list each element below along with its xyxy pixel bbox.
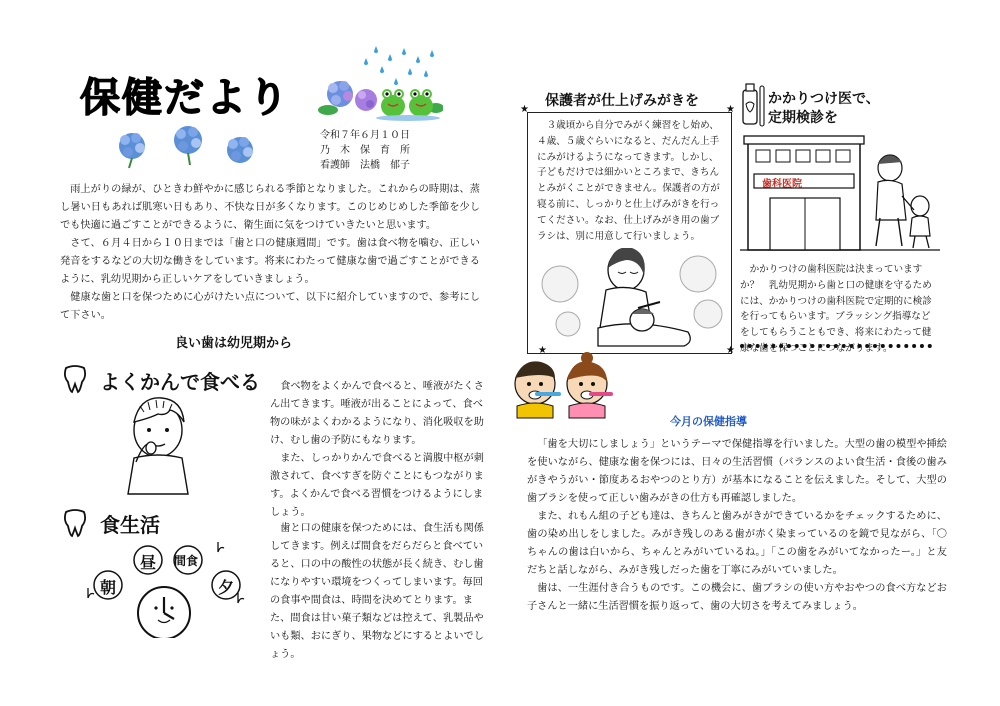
dental-clinic-illustration — [740, 134, 940, 256]
clock-label-snack: 間食 — [174, 554, 199, 568]
dotted-divider — [740, 344, 932, 348]
hydrangea-frogs-illustration — [318, 44, 443, 122]
guidance-paragraph: 「歯を大切にしましょう」というテーマで保健指導を行いました。大型の歯の模型や挿絵を使いながら、健康な歯を保つには、日々の生活習慣（バランスのよい食生活・食後の歯みがきやうがい・節度あるおやつのとり方）が基本になることを伝えました。そして、大型の歯ブラシを使って正しい歯みがきの仕方も再確認しました。 — [527, 439, 947, 504]
hydrangea-flowers-decoration — [112, 120, 262, 172]
issue-date: 令和７年６月１０日 — [320, 130, 410, 141]
tooth-icon — [62, 364, 88, 394]
chew-well-heading: よくかんで食べる — [100, 370, 260, 394]
tooth-icon — [62, 508, 88, 538]
chew-paragraph: 食べ物をよくかんで食べると、唾液がたくさん出てきます。唾液が出ることによって、食べ物の味がよくわかるようになり、消化吸収を助け、むし歯の予防にもなります。 — [270, 381, 484, 446]
clock-label-evening: 夕 — [218, 578, 235, 597]
guidance-heading: 今月の保健指導 — [670, 415, 747, 428]
guidance-text — [527, 436, 947, 616]
author-name: 看護師 法橋 郁子 — [320, 160, 410, 171]
chew-paragraph: また、しっかりかんで食べると満腹中枢が刺激されて、食べすぎを防ぐことにもつながります。よくかんで食べる習慣をつけるようにしましょう。 — [270, 453, 484, 518]
children-brushing-illustration — [505, 350, 620, 420]
star-decoration: ★ — [538, 345, 547, 356]
star-decoration: ★ — [726, 104, 735, 115]
good-teeth-heading: 良い歯は幼児期から — [175, 336, 293, 351]
school-name: 乃 木 保 育 所 — [320, 145, 410, 156]
clinic-sign: 歯科医院 — [762, 179, 802, 190]
clock-label-noon: 昼 — [140, 553, 157, 572]
diet-heading: 食生活 — [100, 513, 160, 537]
boy-chewing-illustration — [118, 392, 198, 496]
toothbrush-toothpaste-icon — [740, 82, 766, 130]
family-dentist-heading — [768, 90, 880, 128]
intro-paragraph: 雨上がりの緑が、ひときわ鮮やかに感じられる季節となりました。これからの時期は、蒸し暑い日もあれば肌寒い日もあり、不快な日が多くなります。このじめじめした季節を少しでも快適に過ごすことができるように、衛生面に気をつけていきたいと思います。 — [60, 184, 480, 231]
family-dentist-heading-line2: 定期検診を — [768, 110, 838, 126]
issue-info — [320, 128, 410, 173]
chew-well-text — [270, 378, 490, 522]
parent-brushing-heading: 保護者が仕上げみがきを — [545, 93, 699, 109]
intro-paragraph: 健康な歯と口を保つために心がけたい点について、以下に紹介していますので、参考にして下さい。 — [60, 292, 480, 321]
guidance-paragraph: また、れもん組の子ども達は、きちんと歯みがきができているかをチェックするために、歯の染め出しをしました。みがき残しのある歯が赤く染まっているのを鏡で見ながら、「〇ちゃんの歯は白いから、ちゃんとみがいているね。」「この歯をみがいてなかったー。」と友だちと話しながら、みがき残しだった歯を丁寧にみがいていました。 — [527, 511, 947, 576]
intro-section — [60, 181, 480, 325]
intro-paragraph: さて、６月４日から１０日までは「歯と口の健康週間」です。歯は食べ物を噛む、正しい発音をするなどの大切な働きをしています。将来にわたって健康な歯で過ごすことができるように、乳幼児期から正しいケアをしていきましょう。 — [60, 238, 480, 285]
guidance-paragraph: 歯は、一生涯付き合うものです。この機会に、歯ブラシの使い方やおやつの食べ方などお子さんと一緒に生活習慣を振り返って、歯の大切さを考えてみましょう。 — [527, 583, 947, 612]
family-dentist-paragraph: かかりつけの歯科医院は決まっていますか？ 乳幼児期から歯と口の健康を守るためには、かかりつけの歯科医院で定期的に検診を行ってもらいます。ブラッシング指導などをしてもらうこともでき、将来にわたって健康な歯を保つことにつながります。 — [740, 264, 932, 354]
diet-paragraph: 歯と口の健康を保つためには、食生活も関係してきます。例えば間食をだらだらと食べていると、口の中の酸性の状態が長く続き、むし歯になりやすい環境をつくってしまいます。毎回の食事や間食は、時間を決めてとります。また、間食は甘い菓子類などは控えて、乳製品やいも類、おにぎり、果物などにするとよいでしょう。 — [270, 523, 484, 660]
star-decoration: ★ — [520, 104, 529, 115]
mother-brushing-child-illustration — [538, 248, 723, 348]
parent-brushing-paragraph: ３歳頃から自分でみがく練習をし始め、４歳、５歳ぐらいになると、だんだん上手にみがけるようになってきます。しかし、子どもだけでは細かいところまで、きちんとみがくことができません。保護者の方が寝る前に、しっかりと仕上げみがきを行ってください。なお、仕上げみがき用の歯ブラシは、別に用意して行いましょう。 — [537, 120, 720, 242]
family-dentist-text — [740, 262, 935, 357]
family-dentist-heading-line1: かかりつけ医で、 — [768, 91, 880, 107]
star-decoration: ★ — [726, 345, 735, 356]
clock-label-morning: 朝 — [100, 578, 117, 597]
newsletter-title: 保健だより — [80, 75, 290, 121]
diet-text — [270, 520, 490, 664]
parent-brushing-text — [537, 118, 725, 244]
